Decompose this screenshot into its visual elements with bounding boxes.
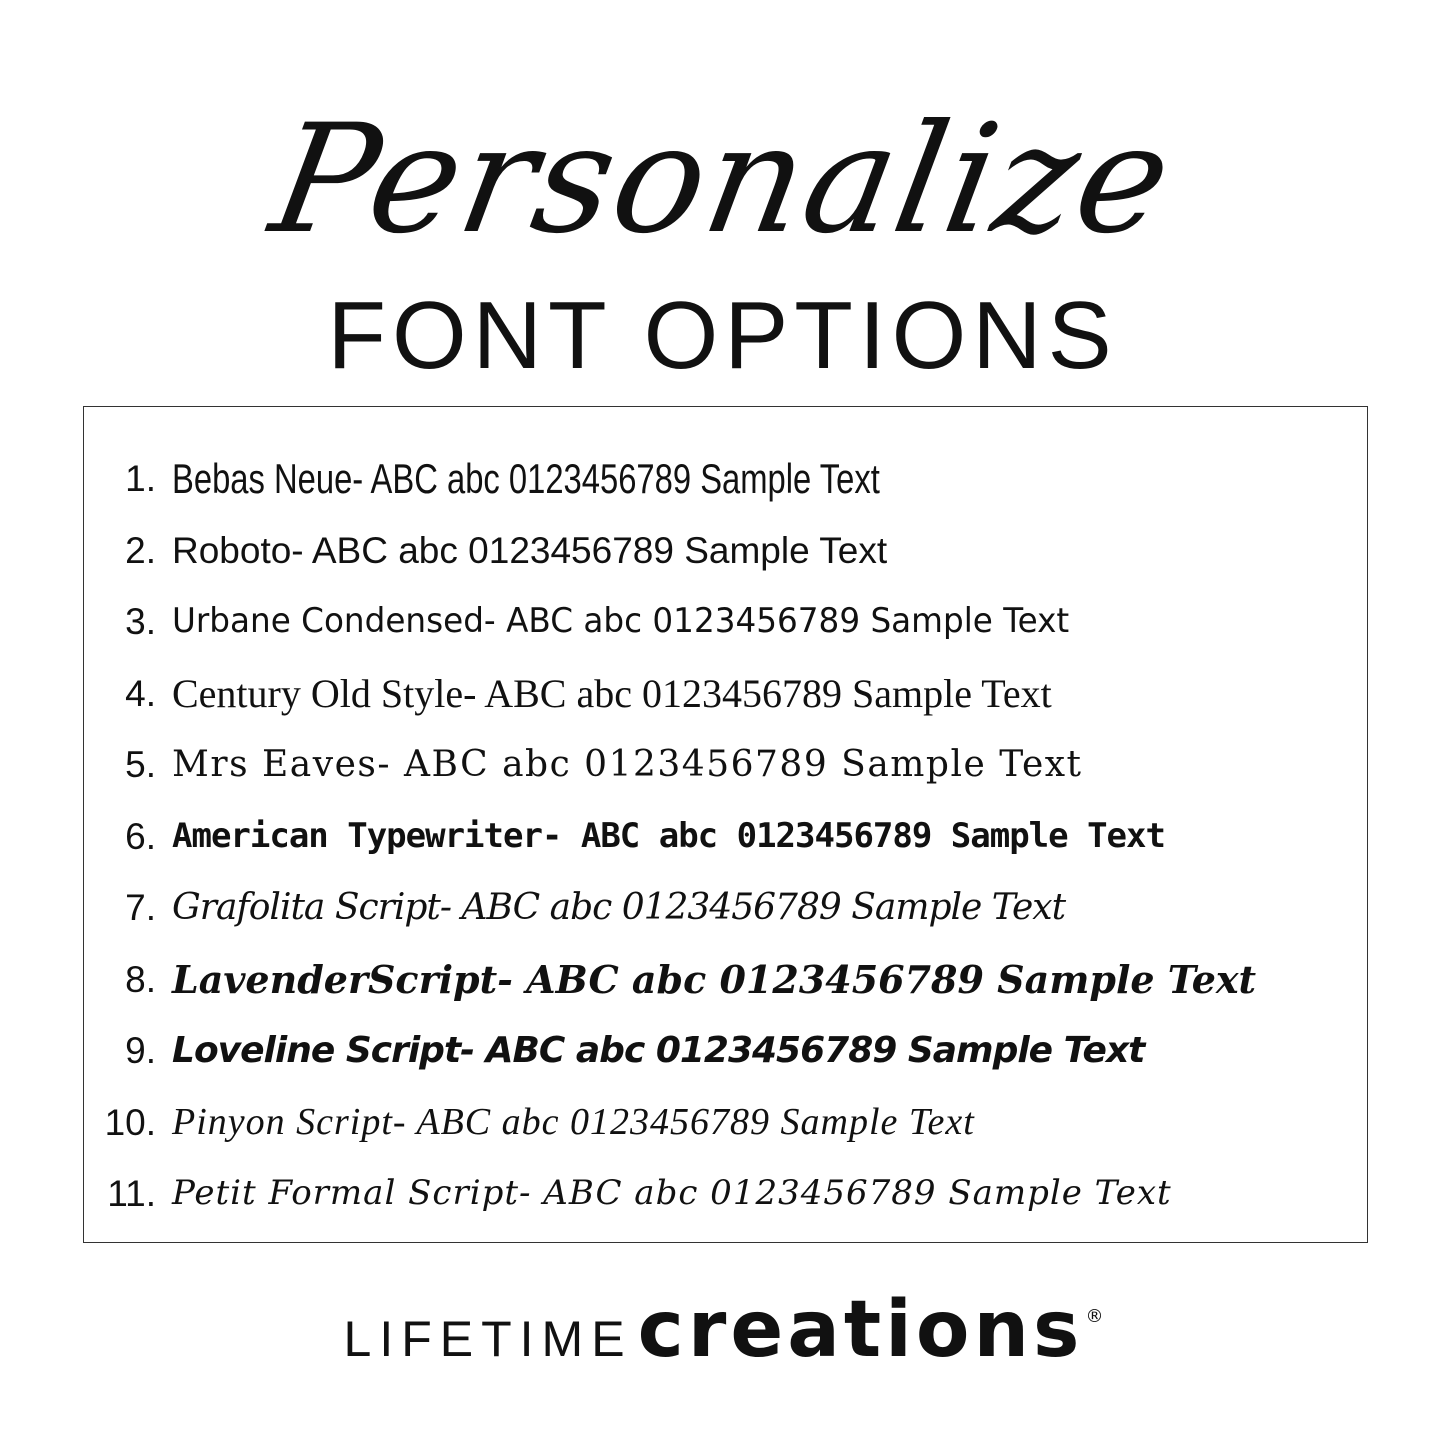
font-option-number: 5. [125, 744, 156, 785]
font-option-number: 6. [125, 815, 156, 857]
page-heading: FONT OPTIONS [327, 282, 1118, 389]
font-option-loveline-script [84, 1015, 1367, 1087]
font-option-number: 10. [104, 1101, 156, 1143]
font-option-urbane-condensed [84, 586, 1367, 658]
font-option-sample: Petit Formal Script- ABC abc 0123456789 Sample Text [172, 1173, 1172, 1213]
font-option-sample: Urbane Condensed- ABC abc 0123456789 Sample Text [172, 601, 1070, 641]
font-option-sample: Grafolita Script- ABC abc 0123456789 Sample Text [172, 887, 1066, 928]
font-option-number: 7. [125, 887, 156, 928]
font-option-roboto [84, 515, 1367, 587]
page-title-script: Personalize [260, 93, 1185, 267]
font-option-sample: Loveline Script- ABC abc 0123456789 Sample Text [172, 1030, 1145, 1071]
font-option-sample: Century Old Style- ABC abc 0123456789 Sample Text [172, 670, 1052, 716]
font-option-mrs-eaves [84, 729, 1367, 801]
font-option-number: 4. [125, 672, 156, 714]
font-option-century-old-style [84, 658, 1367, 730]
font-option-number: 1. [125, 458, 156, 499]
font-option-number: 3. [125, 601, 156, 642]
font-option-number: 9. [125, 1030, 156, 1071]
registered-mark-icon: ® [1085, 1305, 1104, 1327]
font-option-petit-formal-script [84, 1158, 1367, 1230]
font-option-sample: Bebas Neue- ABC abc 0123456789 Sample Text [172, 455, 880, 502]
font-option-number: 8. [125, 958, 156, 1000]
font-option-lavender-script [84, 944, 1367, 1016]
font-option-grafolita-script [84, 872, 1367, 944]
font-option-pinyon-script [84, 1087, 1367, 1159]
font-options-box [83, 406, 1368, 1243]
font-option-number: 2. [125, 529, 156, 571]
font-option-american-typewriter [84, 801, 1367, 873]
font-option-bebas-neue [84, 443, 1367, 515]
font-option-sample: Pinyon Script- ABC abc 0123456789 Sample Text [172, 1100, 975, 1143]
font-option-sample: LavenderScript- ABC abc 0123456789 Sample Text [172, 956, 1257, 1002]
font-option-sample: Mrs Eaves- ABC abc 0123456789 Sample Text [172, 744, 1083, 785]
font-option-sample: American Typewriter- ABC abc 0123456789 Sample Text [172, 815, 1165, 856]
brand-logo-lifetime: LIFETIME [343, 1311, 633, 1367]
font-option-sample: Roboto- ABC abc 0123456789 Sample Text [172, 529, 888, 571]
font-options-list [84, 443, 1367, 1230]
font-option-number: 11. [107, 1173, 156, 1214]
brand-logo [0, 1285, 1445, 1375]
brand-logo-creations: creations [637, 1285, 1084, 1375]
